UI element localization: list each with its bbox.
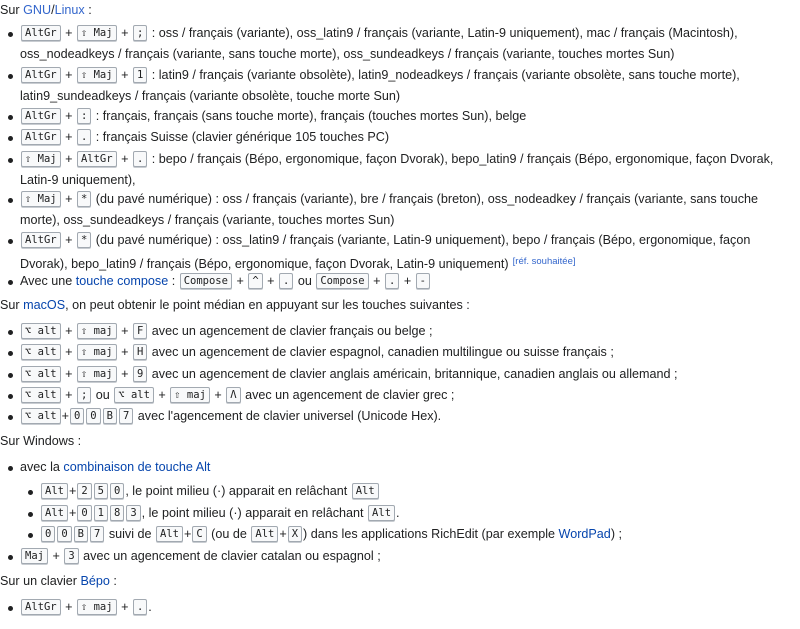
key-altgr: AltGr: [21, 599, 61, 615]
plus-sign: +: [65, 109, 73, 123]
bepo-intro: Sur un clavier Bépo :: [0, 574, 117, 588]
key-alt: Alt: [251, 526, 278, 542]
plus-sign: +: [121, 324, 129, 338]
plus-sign: +: [65, 345, 73, 359]
text: :: [109, 574, 117, 588]
list-item: ⌥ alt + ; ou ⌥ alt + ⇧ maj + Λ avec un agencement de clavier grec ;: [20, 385, 798, 406]
list-item: AltGr + . : français Suisse (clavier générique 105 touches PC): [20, 127, 798, 148]
text: (ou de: [211, 527, 247, 541]
key-1: 1: [133, 67, 147, 83]
plus-sign: +: [65, 68, 73, 82]
key-option: ⌥ alt: [21, 323, 61, 339]
key-h: H: [133, 344, 147, 360]
key-altgr: AltGr: [21, 108, 61, 124]
list-item: ⇧ Maj + * (du pavé numérique) : oss / français (variante), bre / français (breton), oss_nodeadkey / français (variante, sans touche morte), oss_sundeadkeys / français (variante, touches mortes Sun): [20, 189, 798, 231]
key-7: 7: [90, 526, 104, 542]
plus-sign: +: [61, 409, 69, 423]
key-shift: ⇧ maj: [170, 387, 210, 403]
key-altgr: AltGr: [21, 129, 61, 145]
key-shift: ⇧ maj: [77, 323, 117, 339]
key-1: 1: [94, 505, 108, 521]
key-caret: ^: [248, 273, 262, 289]
key-altgr: AltGr: [21, 232, 61, 248]
key-x: X: [288, 526, 302, 542]
plus-sign: +: [279, 527, 287, 541]
bepo-link[interactable]: Bépo: [80, 574, 110, 588]
key-2: 2: [77, 483, 91, 499]
plus-sign: +: [65, 324, 73, 338]
plus-sign: +: [236, 274, 244, 288]
plus-sign: +: [267, 274, 275, 288]
plus-sign: +: [65, 367, 73, 381]
key-compose: Compose: [316, 273, 368, 289]
key-semicolon: ;: [77, 387, 91, 403]
plus-sign: +: [121, 26, 129, 40]
key-semicolon: ;: [133, 25, 147, 41]
text: .: [148, 600, 152, 614]
plus-sign: +: [403, 274, 412, 288]
list-item: AltGr + * (du pavé numérique) : oss_latin9 / français (variante, Latin-9 uniquement), bepo / français (Bépo, ergonomique, façon Dvorak), bepo_latin9 / français (Bépo, ergonomique, façon Dvorak, Latin-9 uniquement) [réf. souhaitée]: [20, 230, 798, 275]
text: suivi de: [108, 527, 152, 541]
key-alt: Alt: [41, 505, 68, 521]
key-option: ⌥ alt: [114, 387, 154, 403]
key-period: .: [133, 151, 147, 167]
plus-sign: +: [65, 600, 73, 614]
plus-sign: +: [214, 388, 222, 402]
key-5: 5: [94, 483, 108, 499]
list-item: Alt + 2 5 0 , le point milieu (·) apparait en relâchant Alt: [40, 481, 798, 502]
key-period: .: [77, 129, 91, 145]
key-7: 7: [119, 408, 133, 424]
list-item: AltGr + ⇧ Maj + ; : oss / français (variante), oss_latin9 / français (variante, Latin-9 uniquement), mac / français (Macintosh), oss_nodeadkeys / français (variante, sans touche morte), oss_sundeadkeys / français (variante, touches mortes Sun): [20, 23, 798, 65]
list-item: Alt + 0 1 8 3 , le point milieu (·) apparait en relâchant Alt .: [40, 503, 798, 524]
plus-sign: +: [121, 600, 129, 614]
macos-intro: Sur macOS, on peut obtenir le point médian en appuyant sur les touches suivantes :: [0, 298, 470, 312]
key-0: 0: [110, 483, 124, 499]
plus-sign: +: [65, 130, 73, 144]
plus-sign: +: [373, 274, 381, 288]
key-altgr: AltGr: [21, 67, 61, 83]
list-item: ⇧ Maj + AltGr + . : bepo / français (Bépo, ergonomique, façon Dvorak), bepo_latin9 / français (Bépo, ergonomique, façon Dvorak, Latin-9 uniquement),: [20, 149, 798, 191]
key-0: 0: [77, 505, 91, 521]
key-0: 0: [70, 408, 84, 424]
list-item: avec la combinaison de touche Alt: [20, 457, 798, 478]
key-8: 8: [110, 505, 124, 521]
key-alt: Alt: [41, 483, 68, 499]
plus-sign: +: [65, 388, 73, 402]
key-0: 0: [41, 526, 55, 542]
key-shift: ⇧ Maj: [21, 191, 61, 207]
key-period: .: [133, 599, 147, 615]
key-c: C: [192, 526, 206, 542]
plus-sign: +: [65, 192, 73, 206]
text: ou: [297, 274, 312, 288]
key-0: 0: [86, 408, 100, 424]
key-shift: ⇧ Maj: [21, 151, 61, 167]
key-period: .: [279, 273, 293, 289]
key-shift: ⇧ Maj: [77, 67, 117, 83]
list-item: ⌥ alt + ⇧ maj + 9 avec un agencement de clavier anglais américain, britannique, canadien anglais ou allemand ;: [20, 364, 798, 385]
gnu-link[interactable]: GNU: [23, 3, 52, 17]
plus-sign: +: [68, 484, 77, 498]
list-item: Maj + 3 avec un agencement de clavier catalan ou espagnol ;: [20, 546, 798, 567]
key-f: F: [133, 323, 147, 339]
key-asterisk: *: [77, 232, 91, 248]
plus-sign: +: [65, 233, 73, 247]
compose-key-link[interactable]: touche compose: [75, 274, 169, 288]
key-alt: Alt: [368, 505, 395, 521]
text: :: [171, 274, 176, 288]
list-item: ⌥ alt + 0 0 B 7 avec l'agencement de clavier universel (Unicode Hex).: [20, 406, 798, 427]
key-alt: Alt: [156, 526, 183, 542]
key-minus: -: [416, 273, 430, 289]
list-item: AltGr + ⇧ Maj + 1 : latin9 / français (variante obsolète), latin9_nodeadkeys / français (variante obsolète, sans touche morte), latin9_sundeadkeys / français (variante obsolète, touche morte Sun): [20, 65, 798, 107]
citation-needed-link[interactable]: [réf. souhaitée]: [512, 256, 576, 267]
linux-link[interactable]: Linux: [54, 3, 85, 17]
plus-sign: +: [68, 506, 77, 520]
key-shift: ⇧ maj: [77, 599, 117, 615]
plus-sign: +: [65, 152, 73, 166]
key-compose: Compose: [180, 273, 232, 289]
wordpad-link[interactable]: WordPad: [558, 527, 611, 541]
linux-intro: Sur GNU/Linux :: [0, 3, 92, 17]
key-lambda: Λ: [226, 387, 240, 403]
key-b: B: [103, 408, 117, 424]
key-3: 3: [64, 548, 78, 564]
plus-sign: +: [183, 527, 192, 541]
key-0: 0: [57, 526, 71, 542]
key-option: ⌥ alt: [21, 366, 61, 382]
key-option: ⌥ alt: [21, 344, 61, 360]
key-option: ⌥ alt: [21, 408, 61, 424]
plus-sign: +: [121, 152, 129, 166]
list-item: ⌥ alt + ⇧ maj + H avec un agencement de clavier espagnol, canadien multilingue ou suisse français ;: [20, 342, 798, 363]
plus-sign: +: [121, 345, 129, 359]
key-option: ⌥ alt: [21, 387, 61, 403]
plus-sign: +: [121, 367, 129, 381]
plus-sign: +: [52, 549, 60, 563]
list-item: [40, 524, 798, 545]
key-shift: ⇧ Maj: [77, 25, 117, 41]
key-shift: Maj: [21, 548, 48, 564]
plus-sign: +: [121, 68, 129, 82]
list-item: [20, 597, 798, 618]
list-item: ⌥ alt + ⇧ maj + F avec un agencement de clavier français ou belge ;: [20, 321, 798, 342]
macos-link[interactable]: macOS: [23, 298, 66, 312]
key-9: 9: [133, 366, 147, 382]
key-period: .: [385, 273, 399, 289]
key-alt: Alt: [352, 483, 379, 499]
key-shift: ⇧ maj: [77, 344, 117, 360]
plus-sign: +: [158, 388, 166, 402]
text: ) ;: [610, 527, 623, 541]
text: .: [396, 506, 400, 520]
key-altgr: AltGr: [77, 151, 117, 167]
list-item: Avec une touche compose : Compose + ^ + . ou Compose + . + -: [20, 271, 798, 292]
key-b: B: [74, 526, 88, 542]
plus-sign: +: [65, 26, 73, 40]
text: ) dans les applications RichEdit (par exemple: [303, 527, 556, 541]
text: ou: [95, 388, 110, 402]
list-item: AltGr + : : français, français (sans touche morte), français (touches mortes Sun), belge: [20, 106, 798, 127]
key-3: 3: [126, 505, 140, 521]
key-asterisk: *: [77, 191, 91, 207]
key-altgr: AltGr: [21, 25, 61, 41]
key-shift: ⇧ maj: [77, 366, 117, 382]
alt-code-link[interactable]: combinaison de touche Alt: [63, 460, 211, 474]
windows-intro: Sur Windows :: [0, 434, 82, 448]
key-colon: :: [77, 108, 91, 124]
